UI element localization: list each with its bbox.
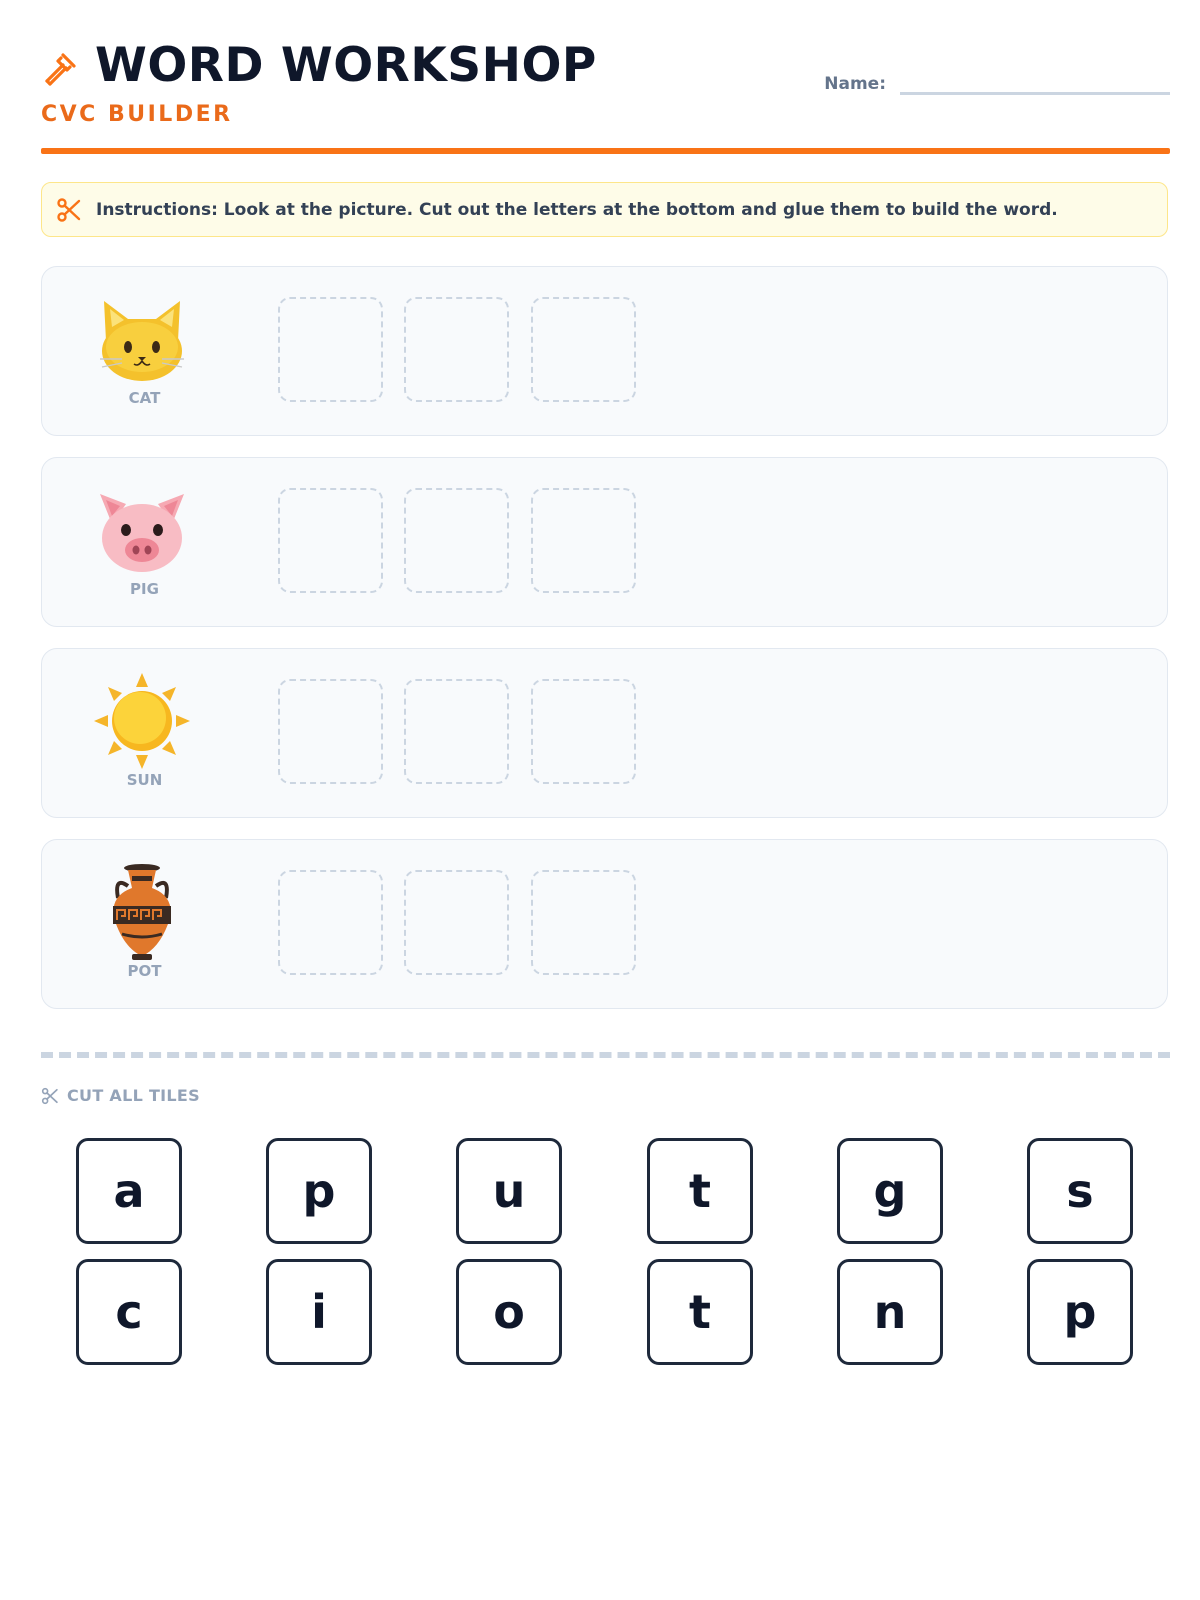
- worksheet-page: [41, 0, 1170, 1600]
- pot-icon: [92, 862, 192, 962]
- word-label: PIG: [130, 580, 159, 598]
- cat-icon: [92, 289, 192, 389]
- word-label: CAT: [128, 389, 161, 407]
- page-subtitle: CVC BUILDER: [41, 102, 233, 127]
- instructions-box: [41, 182, 1168, 237]
- hammer-icon: [41, 49, 81, 89]
- sun-icon: [92, 671, 192, 771]
- cut-line: [41, 1052, 1170, 1058]
- letter-slot[interactable]: [531, 870, 636, 975]
- letter-slot[interactable]: [404, 297, 509, 402]
- letter-tile[interactable]: p: [1027, 1259, 1133, 1365]
- letter-slot[interactable]: [404, 870, 509, 975]
- word-row-sun: [41, 648, 1168, 818]
- letter-tile[interactable]: u: [456, 1138, 562, 1244]
- letter-tile[interactable]: p: [266, 1138, 372, 1244]
- word-row-pig: [41, 457, 1168, 627]
- word-label: SUN: [126, 771, 163, 789]
- letter-slot[interactable]: [404, 488, 509, 593]
- letter-tile[interactable]: o: [456, 1259, 562, 1365]
- letter-slot[interactable]: [278, 870, 383, 975]
- letter-slot[interactable]: [278, 679, 383, 784]
- name-label: Name:: [824, 74, 886, 94]
- word-row-pot: [41, 839, 1168, 1009]
- letter-tile[interactable]: a: [76, 1138, 182, 1244]
- letter-slot[interactable]: [278, 297, 383, 402]
- title-row: [41, 38, 597, 93]
- letter-tile[interactable]: c: [76, 1259, 182, 1365]
- letter-slot[interactable]: [531, 488, 636, 593]
- letter-tile[interactable]: s: [1027, 1138, 1133, 1244]
- letter-tile[interactable]: g: [837, 1138, 943, 1244]
- scissors-icon: [56, 197, 82, 223]
- scissors-icon: [41, 1087, 59, 1105]
- letter-slot[interactable]: [531, 297, 636, 402]
- word-row-cat: [41, 266, 1168, 436]
- word-label: POT: [127, 962, 162, 980]
- name-field[interactable]: [900, 92, 1170, 95]
- name-field-group: [824, 76, 1170, 95]
- cut-section-label: CUT ALL TILES: [41, 1086, 200, 1105]
- letter-slot[interactable]: [531, 679, 636, 784]
- letter-tile[interactable]: n: [837, 1259, 943, 1365]
- pig-icon: [92, 480, 192, 580]
- instructions-text: Instructions: Look at the picture. Cut out the letters at the bottom and glue them to build the word.: [96, 199, 1058, 220]
- letter-tile[interactable]: t: [647, 1259, 753, 1365]
- header-divider: [41, 148, 1170, 154]
- page-title: WORD WORKSHOP: [95, 38, 597, 93]
- letter-tile[interactable]: i: [266, 1259, 372, 1365]
- letter-slot[interactable]: [278, 488, 383, 593]
- letter-slot[interactable]: [404, 679, 509, 784]
- header: [41, 0, 1170, 158]
- letter-tile[interactable]: t: [647, 1138, 753, 1244]
